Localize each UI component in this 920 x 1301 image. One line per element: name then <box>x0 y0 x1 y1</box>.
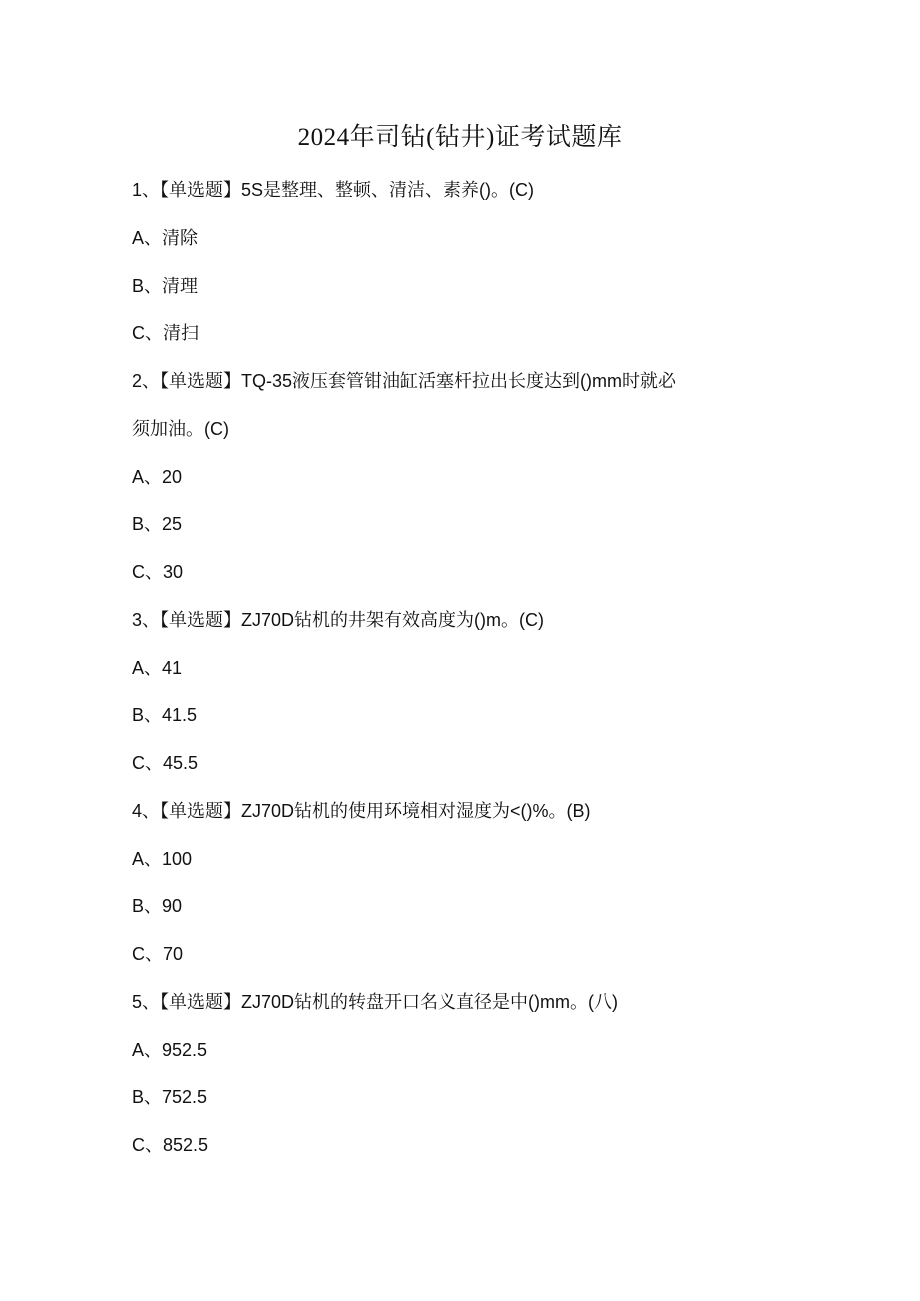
question-5-option-a: A、952.5 <box>132 1039 208 1060</box>
question-list <box>132 174 792 1177</box>
question-1-option-a: A、清除 <box>132 227 199 248</box>
question-5-option-c: C、852.5 <box>132 1135 209 1155</box>
question-2-stem-line-2: 须加油。(C) <box>132 418 229 439</box>
question-4-option-c: C、70 <box>132 944 184 964</box>
question-3-option-c: C、45.5 <box>132 753 199 773</box>
question-2-option-a: A、20 <box>132 466 183 487</box>
question-4-option-b: B、90 <box>132 896 183 917</box>
question-1-stem: 1、【单选题】5S是整理、整顿、清洁、素养()。(C) <box>132 180 535 200</box>
question-5-stem: 5、【单选题】ZJ70D钻机的转盘开口名义直径是中()mm。(八) <box>132 991 618 1012</box>
question-5-option-b: B、752.5 <box>132 1087 208 1108</box>
question-1-option-b: B、清理 <box>132 275 199 296</box>
document-title: 2024年司钻(钻井)证考试题库 <box>297 124 623 151</box>
question-2-option-b: B、25 <box>132 514 183 535</box>
question-3-option-b: B、41.5 <box>132 705 198 726</box>
question-2-stem-line-1: 2、【单选题】TQ-35液压套管钳油缸活塞杆拉出长度达到()mm时就必 <box>132 371 676 391</box>
question-4-option-a: A、100 <box>132 848 193 869</box>
question-4-stem: 4、【单选题】ZJ70D钻机的使用环境相对湿度为<()%。(B) <box>132 800 591 821</box>
question-1-option-c: C、清扫 <box>132 323 199 344</box>
question-2-option-c: C、30 <box>132 562 184 582</box>
question-3-stem: 3、【单选题】ZJ70D钻机的井架有效高度为()m。(C) <box>132 609 544 630</box>
question-3-option-a: A、41 <box>132 657 183 678</box>
